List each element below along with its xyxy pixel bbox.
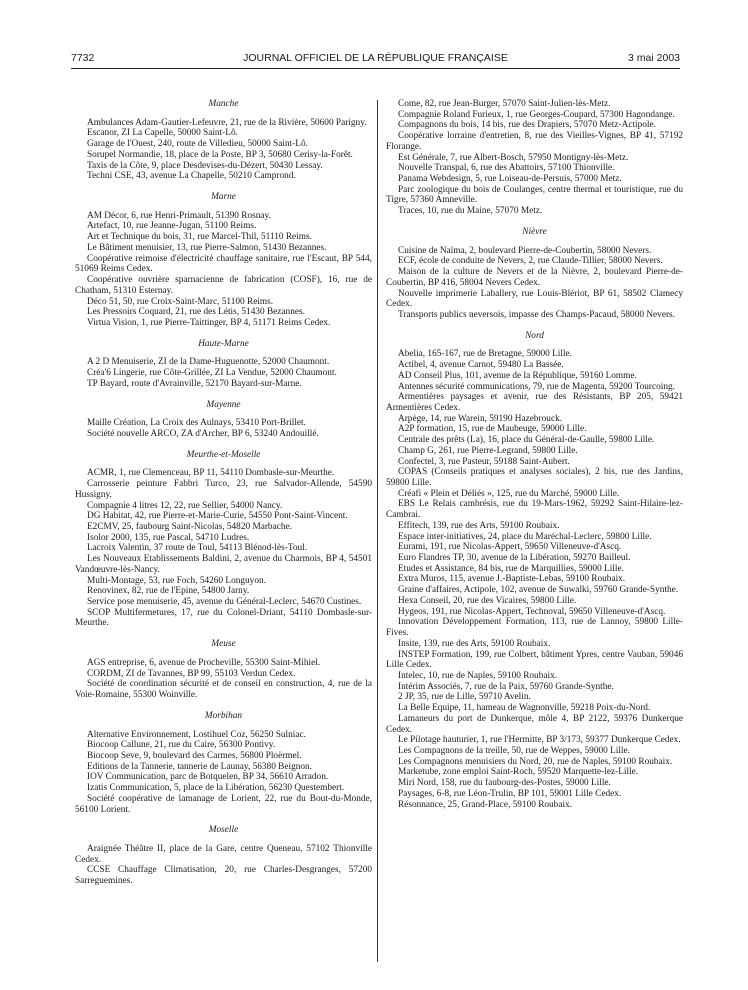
company-entry: E2CMV, 25, faubourg Saint-Nicolas, 54820 Marbache. <box>87 522 292 532</box>
company-entry: Les Compagnons menuisiers du Nord, 20, rue de Naples, 59100 Roubaix. <box>398 756 673 767</box>
company-entry: AGS entreprise, 6, avenue de Procheville, 55300 Saint-Mihiel. <box>87 657 321 668</box>
company-entry: Paysages, 6-8, rue Léon-Trulin, BP 101, 59001 Lille Cedex. <box>398 788 622 799</box>
company-entry: Les Compagnons de la treille, 50, rue de Weppes, 59000 Lille. <box>398 745 630 756</box>
company-entry: Résonnance, 25, Grand-Place, 59100 Roubaix. <box>398 799 573 810</box>
company-entry: La Belle Equipe, 11, hameau de Wagnonville, 59218 Poix-du-Nord. <box>398 703 651 714</box>
company-entry: Editions de la Tannerie, tannerie de Launay, 56380 Beignon. <box>87 761 312 772</box>
issue-date: 3 mai 2003 <box>628 52 680 64</box>
department-heading: Manche <box>208 99 239 109</box>
company-entry: Euro Flandres TP, 30, avenue de la Libération, 59270 Bailleul. <box>398 553 631 564</box>
company-entry: Coopérative lorraine d'entretien, 8, rue des Vieilles-Vignes, BP 41, 57192 Florange. <box>386 131 683 152</box>
company-entry: Parc zoologique du bois de Coulanges, centre thermal et touristique, rue du Tigre, 57360 Amneville. <box>386 184 683 206</box>
company-entry: Société coopérative de lamanage de Lorient, 22, rue du Bout-du-Monde, 56100 Lorient. <box>75 793 372 815</box>
company-entry: Champ G, 261, rue Pierre-Legrand, 59800 Lille. <box>398 445 578 456</box>
left-column <box>75 99 372 887</box>
company-entry: Coopérative ouvrière sparnacienne de fabrication (COSF), 16, rue de Chatham, 51310 Esternay. <box>75 275 372 296</box>
company-entry: Le Bâtiment menuisier, 13, rue Pierre-Salmon, 51430 Bezannes. <box>87 242 327 253</box>
company-entry: Antennes sécurité communications, 79, rue de Magenta, 59200 Tourcoing. <box>398 381 675 392</box>
company-entry: Escanor, ZI La Capelle, 50000 Saint-Lô. <box>87 128 238 139</box>
company-entry: Multi-Montage, 53, rue Foch, 54260 Longuyon. <box>87 575 266 586</box>
company-entry: Le Pilotage hauturier, 1, rue l'Hermitte, BP 3/173, 59377 Dunkerque Cedex. <box>398 735 681 746</box>
company-entry: Alternative Environnement, Lostihuel Coz, 56250 Sulniac. <box>87 729 306 740</box>
company-entry: Transports publics neversois, impasse des Champs-Pacaud, 58000 Nevers. <box>398 309 675 320</box>
company-entry: AM Décor, 6, rue Henri-Primault, 51390 Rosnay. <box>87 210 271 221</box>
company-entry: Art et Technique du bois, 31, rue Marcel-Thil, 51110 Reims. <box>87 232 312 243</box>
company-entry: Armentières paysages et avenir, rue des Résistants, BP 205, 59421 Armentières Cedex. <box>386 392 683 413</box>
company-entry: TP Bayard, route d'Avrainville, 52170 Bayard-sur-Marne. <box>87 378 302 389</box>
company-entry: Arpège, 14, rue Warein, 59190 Hazebrouck. <box>398 413 563 424</box>
company-entry: Taxis de la Côte, 9, place Desdevises-du-Dézert, 50430 Lessay. <box>87 160 323 171</box>
company-entry: Carrosserie peinture Fabbri Turco, 23, rue Salvador-Allende, 54590 Hussigny. <box>75 479 372 500</box>
company-entry: COPAS (Conseils pratiques et analyses sociales), 2 bis, rue des Jardins, 59800 Lille. <box>386 467 683 488</box>
header-rule <box>71 68 680 69</box>
company-entry: Araignée Théâtre II, place de la Gare, centre Queneau, 57102 Thionville Cedex. <box>75 843 372 865</box>
company-entry: Sorupel Normandie, 18, place de la Poste, BP 3, 50680 Cerisy-la-Forêt. <box>87 149 353 160</box>
company-entry: A 2 D Menuiserie, ZI de la Dame-Huguenotte, 52000 Chaumont. <box>87 357 330 368</box>
company-entry: Coopérative reimoise d'électricité chauffage sanitaire, rue l'Escaut, BP 544, 51069 Reims Cedex. <box>75 253 372 275</box>
company-entry: Innovation Développement Formation, 113, rue de Lannoy, 59800 Lille-Fives. <box>386 617 683 639</box>
company-entry: Intelec, 10, rue de Naples, 59100 Roubaix. <box>398 670 558 681</box>
department-heading: Moselle <box>208 825 239 836</box>
company-entry: Les Pressoirs Coquard, 21, rue des Létis, 51430 Bezannes. <box>87 307 305 318</box>
company-entry: Cuisine de Naïma, 2, boulevard Pierre-de-Coubertin, 58000 Nevers. <box>398 245 652 256</box>
company-entry: Artefact, 10, rue Jeanne-Jugan, 51100 Reims. <box>87 221 257 232</box>
column-divider <box>377 100 378 962</box>
company-entry: Lacroix Valentin, 37 route de Toul, 54113 Blénod-lès-Toul. <box>87 543 308 554</box>
company-entry: IOV Communication, parc de Botquelen, BP 34, 56610 Arradon. <box>87 772 329 783</box>
journal-title: JOURNAL OFFICIEL DE LA RÉPUBLIQUE FRANÇAISE <box>243 52 508 64</box>
company-entry: Virtua Vision, 1, rue Pierre-Taittinger, BP 4, 51171 Reims Cedex. <box>87 317 331 328</box>
company-entry: Service pose menuiserie, 45, avenue du Général-Leclerc, 54670 Custines. <box>87 597 362 608</box>
company-entry: Intérim Associés, 7, rue de la Paix, 59760 Grande-Synthe. <box>398 681 614 692</box>
company-entry: Etudes et Assistance, 84 bis, rue de Marquillies, 59000 Lille. <box>398 563 624 574</box>
company-entry: Déco 51, 50, rue Croix-Saint-Marc, 51100 Reims. <box>87 296 274 307</box>
company-entry: Hygeos, 191, rue Nicolas-Appert, Technoval, 59650 Villeneuve-d'Ascq. <box>398 606 666 617</box>
department-heading: Mayenne <box>206 399 241 410</box>
company-entry: Espace inter-initiatives, 24, place du Maréchal-Leclerc, 59800 Lille. <box>398 531 652 542</box>
company-entry: Extra Muros, 115, avenue J.-Baptiste-Lebas, 59100 Roubaix. <box>398 574 626 585</box>
company-entry: Come, 82, rue Jean-Burger, 57070 Saint-Julien-lès-Metz. <box>398 99 611 109</box>
company-entry: Techni CSE, 43, avenue La Chapelle, 50210 Camprond. <box>87 171 296 182</box>
company-entry: Ambulances Adam-Gautier-Lefeuvre, 21, rue de la Rivière, 50600 Parigny. <box>87 117 367 128</box>
company-entry: Insite, 139, rue des Arts, 59100 Roubaix. <box>398 638 551 649</box>
company-entry: Isolor 2000, 135, rue Pascal, 54710 Ludres. <box>87 532 250 543</box>
page-number: 7732 <box>71 52 95 64</box>
company-entry: Compagnie Roland Furieux, 1, rue Georges-Coupard, 57300 Hagondange. <box>398 109 675 120</box>
company-entry: Traces, 10, rue du Maine, 57070 Metz. <box>398 206 543 217</box>
company-entry: EBS Le Relais cambrésis, rue du 19-Mars-1962, 59292 Saint-Hilaire-lez-Cambrai. <box>386 499 683 521</box>
company-entry: Izatis Communication, 5, place de la Libération, 56230 Questembert. <box>87 783 345 794</box>
company-entry: Hexa Conseil, 20, rue des Vicaires, 59800 Lille. <box>398 595 577 606</box>
company-entry: Lamaneurs du port de Dunkerque, môle 4, BP 2122, 59376 Dunkerque Cedex. <box>386 713 683 735</box>
company-entry: CCSE Chauffage Climatisation, 20, rue Charles-Desgranges, 57200 Sarreguemines. <box>75 865 372 887</box>
company-entry: Eurami, 191, rue Nicolas-Appert, 59650 Villeneuve-d'Ascq. <box>398 542 622 553</box>
company-entry: Marketube, zone emploi Saint-Roch, 59520 Marquette-lez-Lille. <box>398 767 639 778</box>
company-entry: Compagnie 4 litres 12, 22, rue Sellier, 54000 Nancy. <box>87 500 283 511</box>
company-entry: Créafi « Plein et Déliés », 125, rue du Marché, 59000 Lille. <box>398 488 620 499</box>
company-entry: Actibel, 4, avenue Carnot, 59480 La Bassée. <box>398 360 564 371</box>
company-entry: ECF, école de conduite de Nevers, 2, rue Claude-Tillier, 58000 Nevers. <box>398 256 663 267</box>
department-heading: Meuse <box>211 639 236 650</box>
company-entry: Abelia, 165-167, rue de Bretagne, 59000 Lille. <box>398 349 573 360</box>
company-entry: Société nouvelle ARCO, ZA d'Archer, BP 6, 53240 Andouillé. <box>87 428 319 439</box>
company-entry: Les Nouveaux Etablissements Baldini, 2, avenue du Charmois, BP 4, 54501 Vandœuvre-lès-Nancy. <box>75 554 372 575</box>
company-entry: Centrale des prêts (La), 16, place du Général-de-Gaulle, 59800 Lille. <box>398 435 655 446</box>
company-entry: Effitech, 139, rue des Arts, 59100 Roubaix. <box>398 520 560 531</box>
company-entry: Miri Nord, 158, rue du faubourg-des-Postes, 59000 Lille. <box>398 778 611 789</box>
department-heading: Meurthe-et-Moselle <box>186 449 261 460</box>
company-entry: SCOP Multifermetures, 17, rue du Colonel-Driant, 54110 Dombasle-sur-Meurthe. <box>75 607 372 629</box>
company-entry: Graine d'affaires, Actipole, 102, avenue de Suwalki, 59760 Grande-Synthe. <box>398 585 679 596</box>
company-entry: Garage de l'Ouest, 240, route de Villedieu, 50000 Saint-Lô. <box>87 139 308 150</box>
company-entry: Société de coordination sécurité et de conseil en construction, 4, rue de la Voie-Romaine, 55300 Woinville. <box>75 679 372 701</box>
company-entry: Biocoop Seve, 9, boulevard des Carmes, 56800 Ploërmel. <box>87 750 302 761</box>
company-entry: Maille Création, La Croix des Aulnays, 53410 Port-Brillet. <box>87 418 306 429</box>
company-entry: INSTEP Formation, 199, rue Colbert, bâtiment Ypres, centre Vauban, 59046 Lille Cedex. <box>386 649 683 671</box>
company-entry: Compagnons du bois, 14 bis, rue des Drapiers, 57070 Metz-Actipole. <box>398 120 656 131</box>
company-entry: Créa'6 Lingerie, rue Côte-Grillée, ZI La Vendue, 52000 Chaumont. <box>87 368 337 379</box>
department-heading: Nièvre <box>522 226 547 237</box>
company-entry: Confectel, 3, rue Pasteur, 59188 Saint-Aubert. <box>398 456 570 467</box>
company-entry: 2 JP, 35, rue de Lille, 59710 Avelin. <box>398 692 531 703</box>
company-entry: ACMR, 1, rue Clemenceau, BP 11, 54110 Dombasle-sur-Meurthe. <box>87 468 335 479</box>
company-entry: DG Habitat, 42, rue Pierre-et-Marie-Curie, 54550 Pont-Saint-Vincent. <box>87 511 348 522</box>
department-heading: Marne <box>211 192 236 203</box>
right-column <box>386 99 683 810</box>
department-heading: Haute-Marne <box>198 338 249 349</box>
company-entry: Est Générale, 7, rue Albert-Bosch, 57950 Montigny-lès-Metz. <box>398 152 629 163</box>
company-entry: Nouvelle Transpal, 6, rue des Abattoirs, 57100 Thionville. <box>398 163 615 174</box>
page-header <box>71 52 680 66</box>
company-entry: Renovinex, 82, rue de l'Epine, 54800 Jarny. <box>87 586 250 597</box>
company-entry: Biocoop Callune, 21, rue du Caire, 56300 Pontivy. <box>87 740 276 751</box>
company-entry: Panama Webdesign, 5, rue Loiseau-de-Persuis, 57000 Metz. <box>398 174 622 185</box>
company-entry: AD Conseil Plus, 101, avenue de la République, 59160 Lomme. <box>398 370 637 381</box>
company-entry: CORDM, ZI de Tavannes, BP 99, 55103 Verdun Cedex. <box>87 668 296 679</box>
company-entry: Maison de la culture de Nevers et de la Nièvre, 2, boulevard Pierre-de-Coubertin, BP 416, 58004 Nevers Cedex. <box>386 267 683 288</box>
company-entry: A2P formation, 15, rue de Maubeuge, 59000 Lille. <box>398 424 587 435</box>
company-entry: Nouvelle imprimerie Laballery, rue Louis-Blériot, BP 61, 58502 Clamecy Cedex. <box>386 288 683 310</box>
department-heading: Nord <box>525 330 544 341</box>
department-heading: Morbihan <box>204 710 243 721</box>
